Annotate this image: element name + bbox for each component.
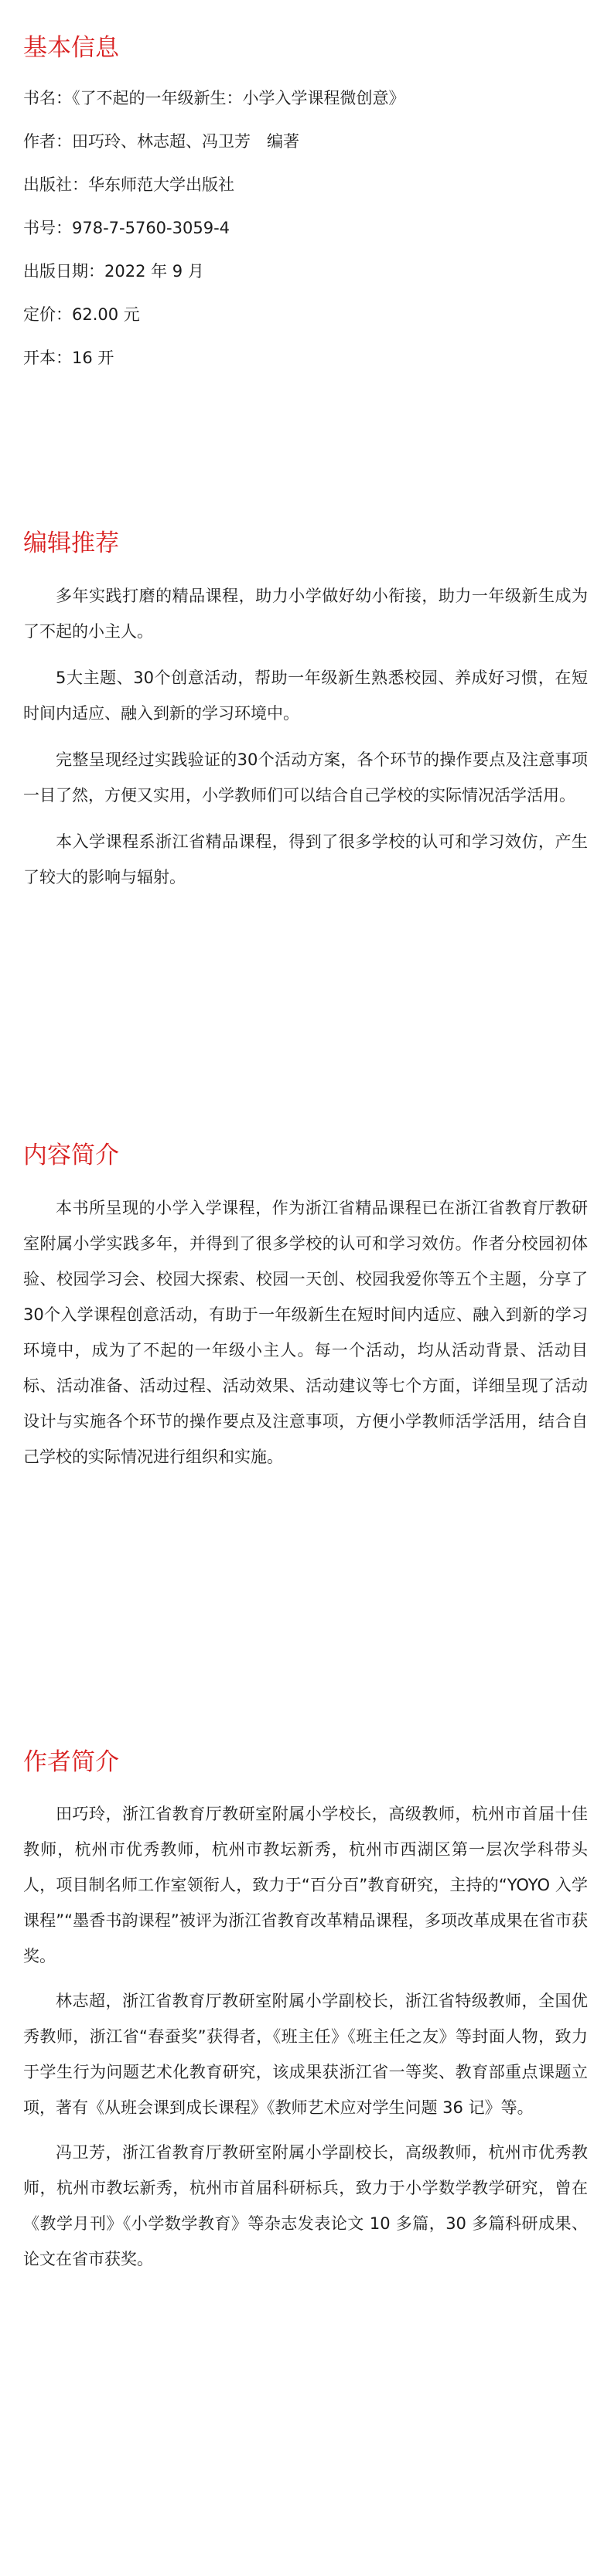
info-publish-date: 出版日期：2022 年 9 月 xyxy=(23,262,204,281)
summary-paragraph: 本书所呈现的小学入学课程，作为浙江省精品课程已在浙江省教育厅教研室附属小学实践多年，并得到了很多学校的认可和学习效仿。作者分校园初体验、校园学习会、校园大探索、校园一天创、校园我爱你等五个主题，分享了30个入学课程创意活动，有助于一年级新生在短时间内适应、融入到新的学习环境中，成为了不起的一年级小主人。每一个活动，均从活动背景、活动目标、活动准备、活动过程、活动效果、活动建议等七个方面，详细呈现了活动设计与实施各个环节的操作要点及注意事项，方便小学教师活学活用，结合自己学校的实际情况进行组织和实施。 xyxy=(23,1199,588,1466)
info-publisher: 出版社：华东师范大学出版社 xyxy=(23,175,234,194)
info-price: 定价：62.00 元 xyxy=(23,305,140,324)
editor-paragraph: 完整呈现经过实践验证的30个活动方案，各个环节的操作要点及注意事项一目了然，方便又实用，小学教师们可以结合自己学校的实际情况活学活用。 xyxy=(23,750,588,805)
info-authors: 作者：田巧玲、林志超、冯卫芳 编著 xyxy=(23,132,299,151)
author-paragraph: 田巧玲，浙江省教育厅教研室附属小学校长，高级教师，杭州市首届十佳教师，杭州市优秀教师，杭州市教坛新秀，杭州市西湖区第一层次学科带头人，项目制名师工作室领衔人，致力于“百分百”教育研究，主持的“YOYO 入学课程”“墨香书韵课程”被评为浙江省教育改革精品课程，多项改革成果在省市获奖。 xyxy=(23,1805,588,1965)
author-intro-body xyxy=(23,1796,588,2286)
author-paragraph: 冯卫芳，浙江省教育厅教研室附属小学副校长，高级教师，杭州市优秀教师，杭州市教坛新秀，杭州市首届科研标兵，致力于小学数学教学研究，曾在《教学月刊》《小学数学教育》等杂志发表论文 10 多篇，30 多篇科研成果、论文在省市获奖。 xyxy=(23,2143,588,2268)
basic-info-title: 基本信息 xyxy=(23,34,119,62)
author-paragraph: 林志超，浙江省教育厅教研室附属小学副校长，浙江省特级教师，全国优秀教师，浙江省“春蚕奖”获得者，《班主任》《班主任之友》等封面人物，致力于学生行为问题艺术化教育研究，该成果获浙江省一等奖、教育部重点课题立项，著有《从班会课到成长课程》《教师艺术应对学生问题 36 记》等。 xyxy=(23,1992,588,2117)
content-summary-title: 内容简介 xyxy=(23,1142,119,1169)
editor-recommend-body xyxy=(23,578,588,906)
info-format: 开本：16 开 xyxy=(23,349,114,367)
basic-info-list xyxy=(23,90,588,393)
editor-paragraph: 多年实践打磨的精品课程，助力小学做好幼小衔接，助力一年级新生成为了不起的小主人。 xyxy=(23,587,588,641)
info-isbn: 书号：978-7-5760-3059-4 xyxy=(23,219,230,237)
editor-paragraph: 5大主题、30个创意活动，帮助一年级新生熟悉校园、养成好习惯，在短时间内适应、融入到新的学习环境中。 xyxy=(23,669,588,723)
editor-paragraph: 本入学课程系浙江省精品课程，得到了很多学校的认可和学习效仿，产生了较大的影响与辐射。 xyxy=(23,832,588,886)
editor-recommend-title: 编辑推荐 xyxy=(23,529,119,557)
author-intro-title: 作者简介 xyxy=(23,1748,119,1776)
content-summary-body xyxy=(23,1190,588,1475)
info-book-title: 书名：《了不起的一年级新生：小学入学课程微创意》 xyxy=(23,89,405,107)
